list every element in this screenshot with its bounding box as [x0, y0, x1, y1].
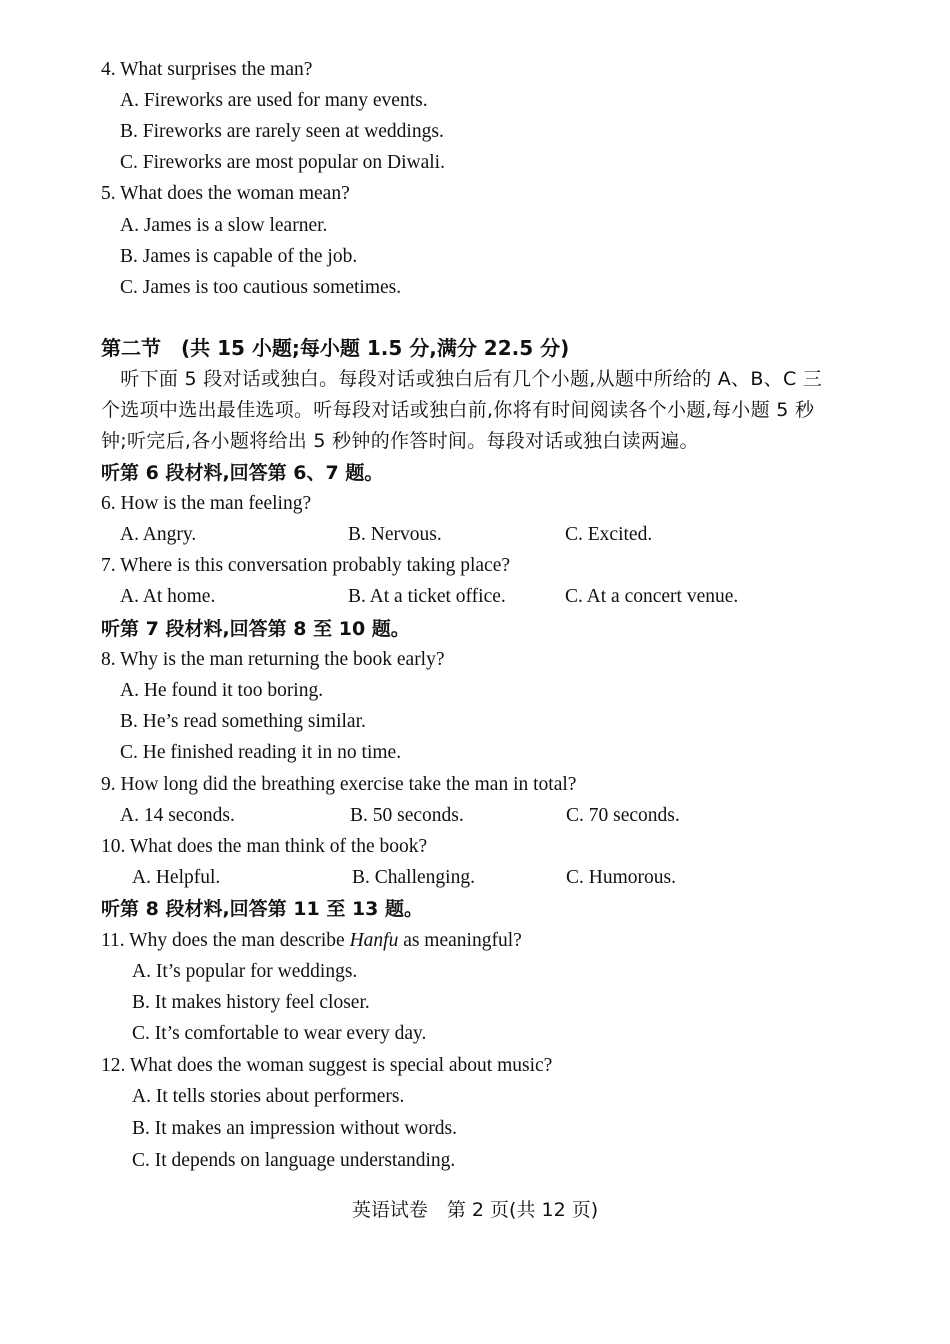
section-2-title: 第二节 (共 15 小题;每小题 1.5 分,满分 22.5 分) — [101, 336, 570, 360]
question-11-stem-term: Hanfu — [349, 930, 399, 951]
question-10-option-c: C. Humorous. — [566, 867, 676, 888]
question-8-option-b: B. He’s read something similar. — [120, 711, 366, 732]
question-10-stem: 10. What does the man think of the book? — [101, 836, 428, 857]
question-6-stem: 6. How is the man feeling? — [101, 493, 312, 514]
question-12-stem: 12. What does the woman suggest is special about music? — [101, 1055, 553, 1076]
question-11-stem-post: as meaningful? — [398, 930, 522, 951]
question-11-stem-pre: 11. Why does the man describe — [101, 930, 350, 951]
question-4-stem: 4. What surprises the man? — [101, 59, 313, 80]
question-11-option-a: A. It’s popular for weddings. — [132, 961, 358, 982]
question-4-option-b: B. Fireworks are rarely seen at weddings. — [120, 121, 444, 142]
material-7-heading: 听第 7 段材料,回答第 8 至 10 题。 — [101, 618, 410, 640]
question-9-stem: 9. How long did the breathing exercise take the man in total? — [101, 774, 577, 795]
question-8-option-c: C. He finished reading it in no time. — [120, 742, 402, 763]
question-5-stem: 5. What does the woman mean? — [101, 183, 350, 204]
question-12-option-b: B. It makes an impression without words. — [132, 1118, 457, 1139]
section-2-instructions-line-1: 听下面 5 段对话或独白。每段对话或独白后有几个小题,从题中所给的 A、B、C 三 — [101, 368, 823, 390]
question-7-option-c: C. At a concert venue. — [565, 586, 739, 607]
question-9-option-a: A. 14 seconds. — [120, 805, 235, 826]
question-9-option-c: C. 70 seconds. — [566, 805, 680, 826]
question-7-option-a: A. At home. — [120, 586, 216, 607]
question-6-option-b: B. Nervous. — [348, 524, 442, 545]
page-footer: 英语试卷 第 2 页(共 12 页) — [351, 1199, 599, 1221]
question-9-option-b: B. 50 seconds. — [350, 805, 464, 826]
question-6-option-a: A. Angry. — [120, 524, 197, 545]
question-6-option-c: C. Excited. — [565, 524, 653, 545]
question-5-option-b: B. James is capable of the job. — [120, 246, 358, 267]
section-2-instructions-line-2: 个选项中选出最佳选项。听每段对话或独白前,你将有时间阅读各个小题,每小题 5 秒 — [101, 399, 815, 421]
question-4-option-a: A. Fireworks are used for many events. — [120, 90, 428, 111]
material-8-heading: 听第 8 段材料,回答第 11 至 13 题。 — [101, 898, 424, 920]
question-11-option-c: C. It’s comfortable to wear every day. — [132, 1023, 427, 1044]
material-6-heading: 听第 6 段材料,回答第 6、7 题。 — [101, 462, 384, 484]
question-10-option-b: B. Challenging. — [352, 867, 475, 888]
question-12-option-c: C. It depends on language understanding. — [132, 1150, 456, 1171]
question-12-option-a: A. It tells stories about performers. — [132, 1086, 405, 1107]
section-2-instructions-line-3: 钟;听完后,各小题将给出 5 秒钟的作答时间。每段对话或独白读两遍。 — [101, 430, 699, 452]
question-11-stem — [101, 929, 522, 953]
question-5-option-c: C. James is too cautious sometimes. — [120, 277, 402, 298]
question-11-option-b: B. It makes history feel closer. — [132, 992, 370, 1013]
question-5-option-a: A. James is a slow learner. — [120, 215, 328, 236]
question-4-option-c: C. Fireworks are most popular on Diwali. — [120, 152, 445, 173]
question-7-option-b: B. At a ticket office. — [348, 586, 506, 607]
question-8-option-a: A. He found it too boring. — [120, 680, 324, 701]
question-7-stem: 7. Where is this conversation probably taking place? — [101, 555, 511, 576]
question-8-stem: 8. Why is the man returning the book early? — [101, 649, 445, 670]
question-10-option-a: A. Helpful. — [132, 867, 221, 888]
